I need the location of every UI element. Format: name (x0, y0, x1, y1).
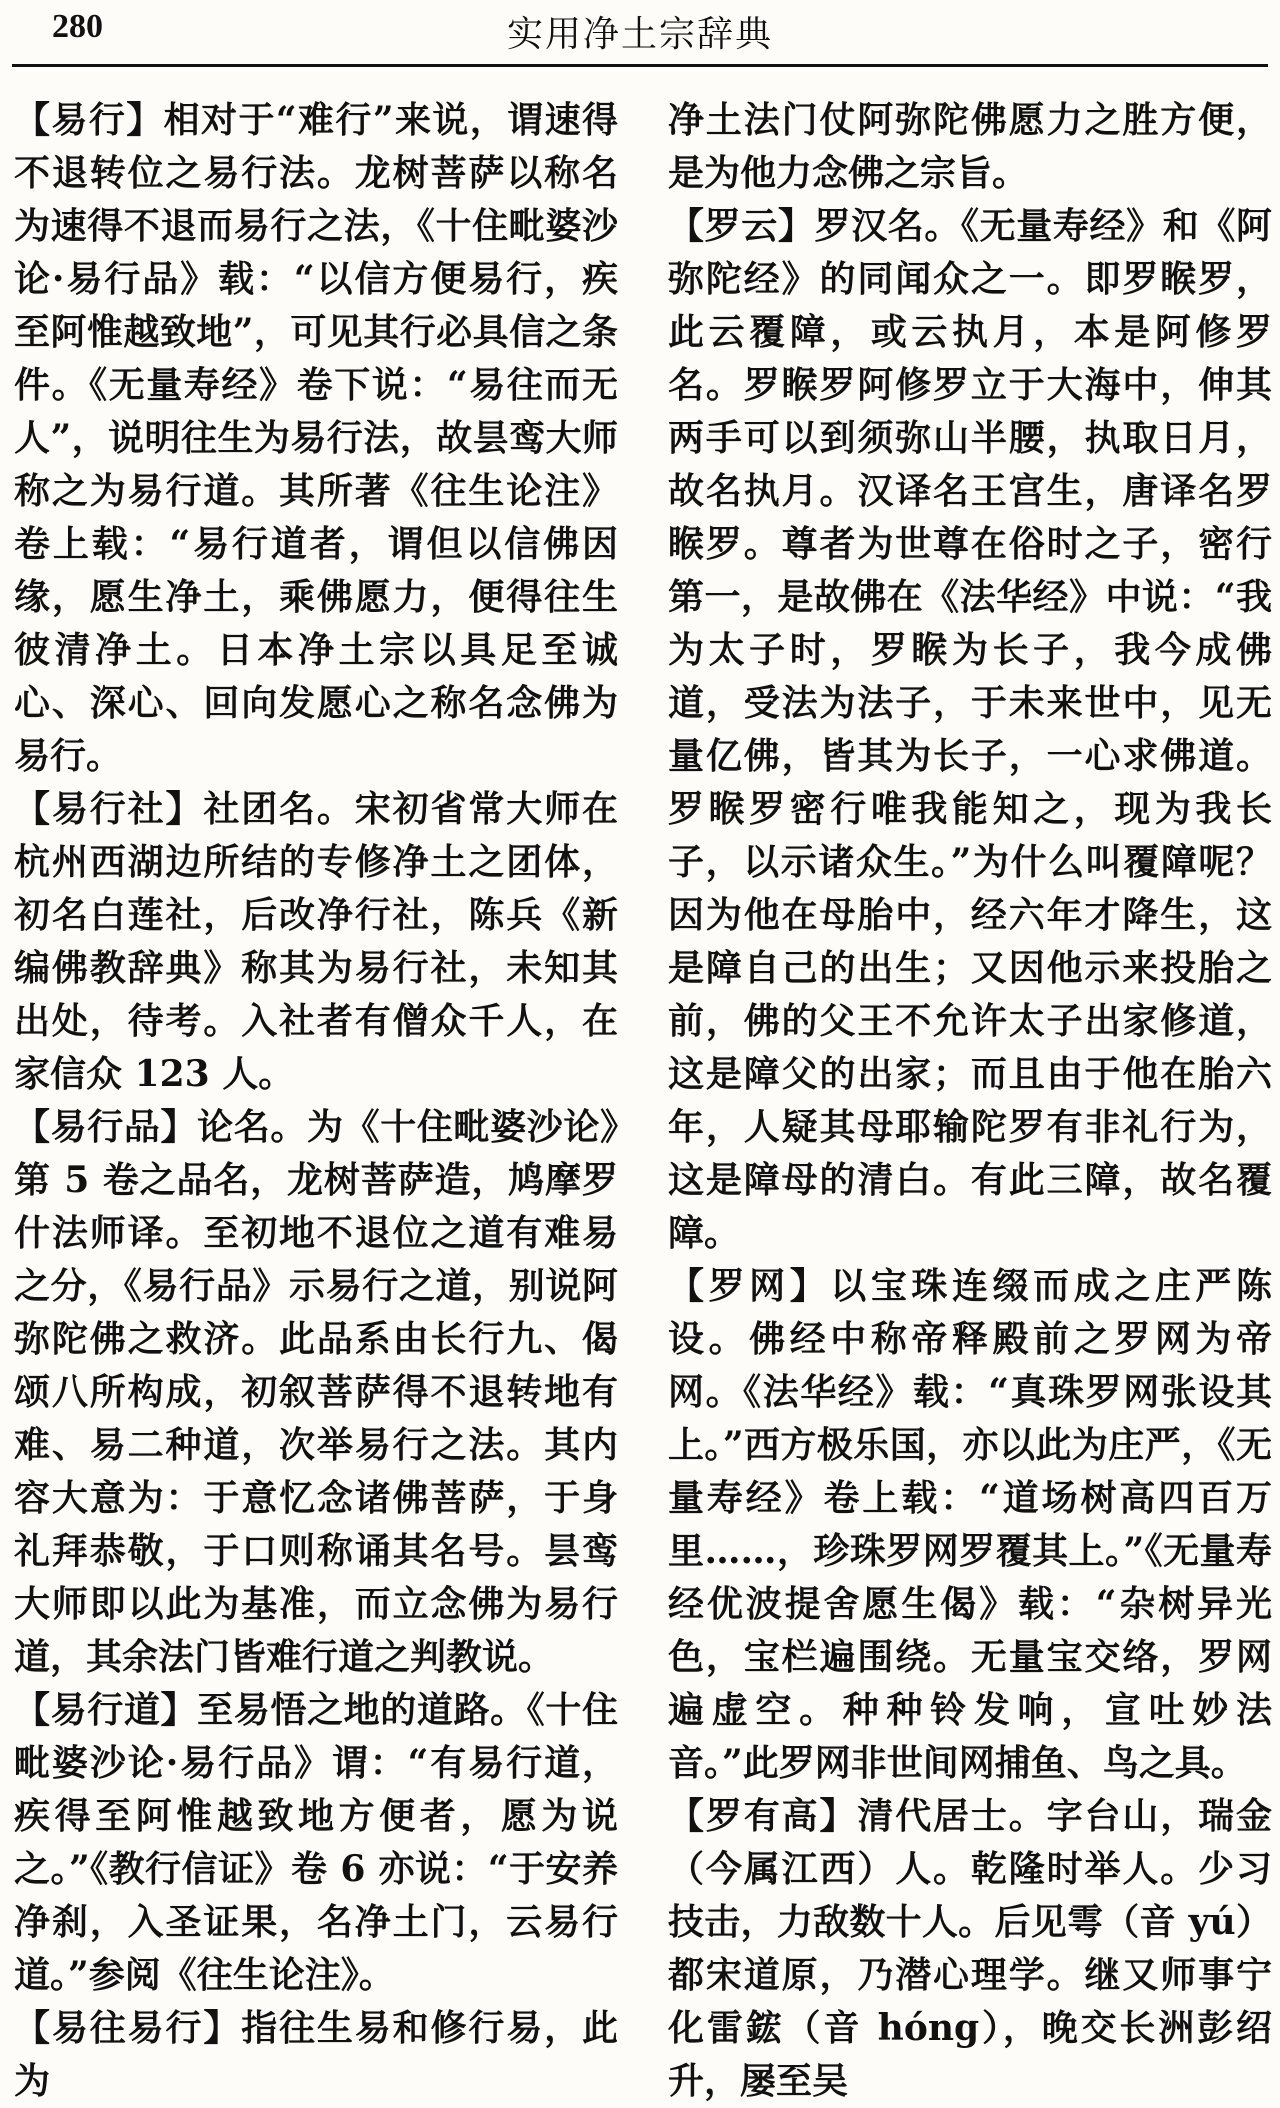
entry-headword: 【罗云】 (668, 205, 815, 247)
dictionary-entry (14, 1684, 618, 2002)
entry-text: 指往生易和修行易，此为 (14, 2007, 618, 2102)
entry-text: 至易悟之地的道路。《十住毗婆沙论·易行品》谓：“有易行道，疾得至阿惟越致地方便者，愿为说之。”《教行信证》卷 6 亦说：“于安养净刹，入圣证果，名净土门，云易行道。”参阅《往生论注》。 (14, 1689, 618, 1996)
dictionary-entry (668, 1260, 1272, 1790)
entry-headword: 【易行社】 (14, 788, 204, 830)
dictionary-entry (14, 783, 618, 1101)
dictionary-entry (14, 1101, 618, 1684)
entry-headword: 【罗有高】 (668, 1795, 858, 1837)
entry-text: 罗汉名。《无量寿经》和《阿弥陀经》的同闻众之一。即罗睺罗，此云覆障，或云执月，本是阿修罗名。罗睺罗阿修罗立于大海中，伸其两手可以到须弥山半腰，执取日月，故名执月。汉译名王宫生，唐译名罗睺罗。尊者为世尊在俗时之子，密行第一，是故佛在《法华经》中说：“我为太子时，罗睺为长子，我今成佛道，受法为法子，于未来世中，见无量亿佛，皆其为长子，一心求佛道。罗睺罗密行唯我能知之，现为我长子，以示诸众生。”为什么叫覆障呢？因为他在母胎中，经六年才降生，这是障自己的出生；又因他示来投胎之前，佛的父王不允许太子出家修道，这是障父的出家；而且由于他在胎六年，人疑其母耶输陀罗有非礼行为，这是障母的清白。有此三障，故名覆障。 (668, 205, 1272, 1254)
dictionary-entry (668, 200, 1272, 1260)
entry-headword: 【易行】 (14, 99, 164, 141)
entry-headword: 【易行道】 (14, 1689, 198, 1731)
entry-continuation: 净土法门仗阿弥陀佛愿力之胜方便，是为他力念佛之宗旨。 (668, 99, 1272, 194)
entry-text: 以宝珠连缀而成之庄严陈设。佛经中称帝释殿前之罗网为帝网。《法华经》载：“真珠罗网张设其上。”西方极乐国，亦以此为庄严，《无量寿经》卷上载：“道场树高四百万里……，珍珠罗网罗覆其上。”《无量寿经优波提舍愿生偈》载：“杂树异光色，宝栏遍围绕。无量宝交络，罗网遍虚空。种种铃发响，宣吐妙法音。”此罗网非世间网捕鱼、鸟之具。 (668, 1265, 1272, 1784)
entry-headword: 【罗网】 (668, 1265, 831, 1307)
entry-text: 论名。为《十住毗婆沙论》第 5 卷之品名，龙树菩萨造，鸠摩罗什法师译。至初地不退位之道有难易之分，《易行品》示易行之道，别说阿弥陀佛之救济。此品系由长行九、偈颂八所构成，初叙菩萨得不退转地有难、易二种道，次举易行之法。其内容大意为：于意忆念诸佛菩萨，于身礼拜恭敬，于口则称诵其名号。昙鸾大师即以此为基准，而立念佛为易行道，其余法门皆难行道之判教说。 (14, 1106, 618, 1678)
dictionary-entry (668, 1790, 1272, 2108)
dictionary-entry (14, 94, 618, 783)
dictionary-entry (14, 2002, 618, 2108)
entry-text: 相对于“难行”来说，谓速得不退转位之易行法。龙树菩萨以称名为速得不退而易行之法，《十住毗婆沙论·易行品》载：“以信方便易行，疾至阿惟越致地”，可见其行必具信之条件。《无量寿经》卷下说：“易往而无人”，说明往生为易行法，故昙鸾大师称之为易行道。其所著《往生论注》卷上载：“易行道者，谓但以信佛因缘，愿生净土，乘佛愿力，便得往生彼清净土。日本净土宗以具足至诚心、深心、回向发愿心之称名念佛为易行。 (14, 99, 618, 777)
entry-headword: 【易往易行】 (14, 2007, 242, 2049)
entry-headword: 【易行品】 (14, 1106, 198, 1148)
page-number: 280 (52, 8, 103, 45)
header-rule (12, 64, 1268, 67)
page-header (0, 0, 1280, 70)
running-title: 实用净土宗辞典 (506, 14, 773, 55)
entry-text: 清代居士。字台山，瑞金（今属江西）人。乾隆时举人。少习技击，力敌数十人。后见雩（音 yú）都宋道原，乃潜心理学。继又师事宁化雷鋐（音 hóng），晚交长洲彭绍升，屡至吴 (668, 1795, 1272, 2102)
left-column (14, 94, 618, 2108)
entry-text: 社团名。宋初省常大师在杭州西湖边所结的专修净土之团体，初名白莲社，后改净行社，陈兵《新编佛教辞典》称其为易行社，未知其出处，待考。入社者有僧众千人，在家信众 123 人。 (14, 788, 618, 1095)
right-column (668, 94, 1272, 2108)
